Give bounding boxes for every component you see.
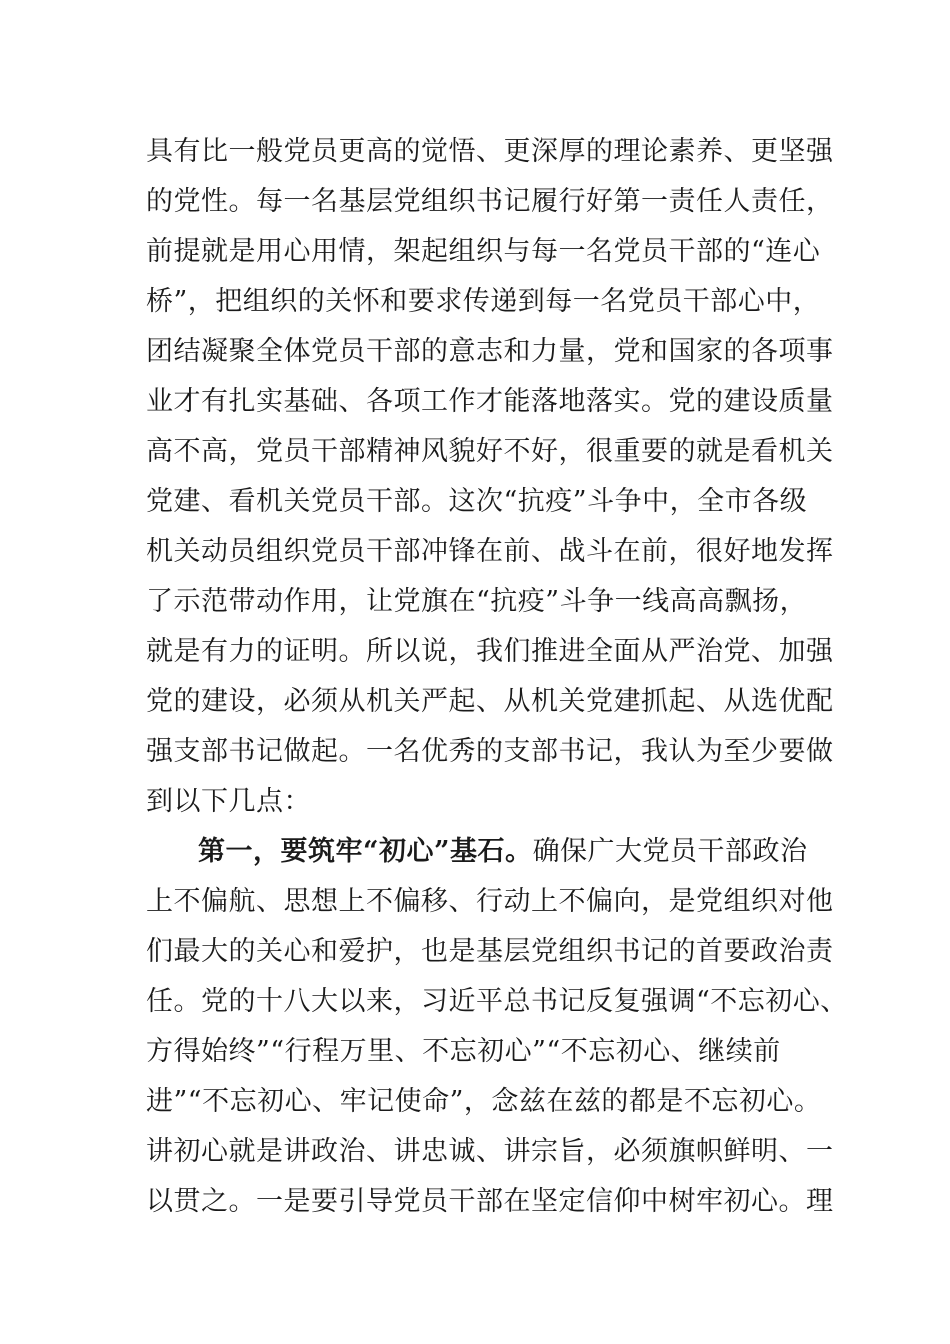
text-line: 任。党的十八大以来，习近平总书记反复强调“不忘初心、 [146,986,848,1017]
text-line: 上不偏航、思想上不偏移、行动上不偏向，是党组织对他 [146,886,834,917]
text-line: 业才有扎实基础、各项工作才能落地落实。党的建设质量 [146,386,834,417]
text-line: 机关动员组织党员干部冲锋在前、战斗在前，很好地发挥 [146,536,834,567]
text-run: 确保广大党员干部政治 [532,836,808,867]
text-line: 们最大的关心和爱护，也是基层党组织书记的首要政治责 [146,936,834,967]
text-line: 强支部书记做起。一名优秀的支部书记，我认为至少要做 [146,736,834,767]
text-line: 讲初心就是讲政治、讲忠诚、讲宗旨，必须旗帜鲜明、一 [146,1136,834,1167]
text-line: 的党性。每一名基层党组织书记履行好第一责任人责任， [146,186,834,217]
text-line: 就是有力的证明。所以说，我们推进全面从严治党、加强 [146,636,834,667]
text-line: 以贯之。一是要引导党员干部在坚定信仰中树牢初心。理 [146,1186,834,1217]
text-line: 党建、看机关党员干部。这次“抗疫”斗争中，全市各级 [146,486,808,517]
text-line: 前提就是用心用情，架起组织与每一名党员干部的“连心 [146,236,821,267]
text-line: 高不高，党员干部精神风貌好不好，很重要的就是看机关 [146,436,834,467]
text-line: 到以下几点： [146,786,311,817]
text-line: 了示范带动作用，让党旗在“抗疫”斗争一线高高飘扬， [146,586,808,617]
text-line: 进”“不忘初心、牢记使命”，念兹在兹的都是不忘初心。 [146,1086,822,1117]
paragraph-first-line [146,827,806,877]
section-heading: 第一，要筑牢“初心”基石。 [198,836,533,867]
text-line: 方得始终”“行程万里、不忘初心”“不忘初心、继续前 [146,1036,781,1067]
body-text [146,127,848,1227]
text-line: 桥”，把组织的关怀和要求传递到每一名党员干部心中， [146,286,821,317]
text-line: 具有比一般党员更高的觉悟、更深厚的理论素养、更坚强 [146,136,834,167]
text-line: 党的建设，必须从机关严起、从机关党建抓起、从选优配 [146,686,834,717]
text-line: 团结凝聚全体党员干部的意志和力量，党和国家的各项事 [146,336,834,367]
